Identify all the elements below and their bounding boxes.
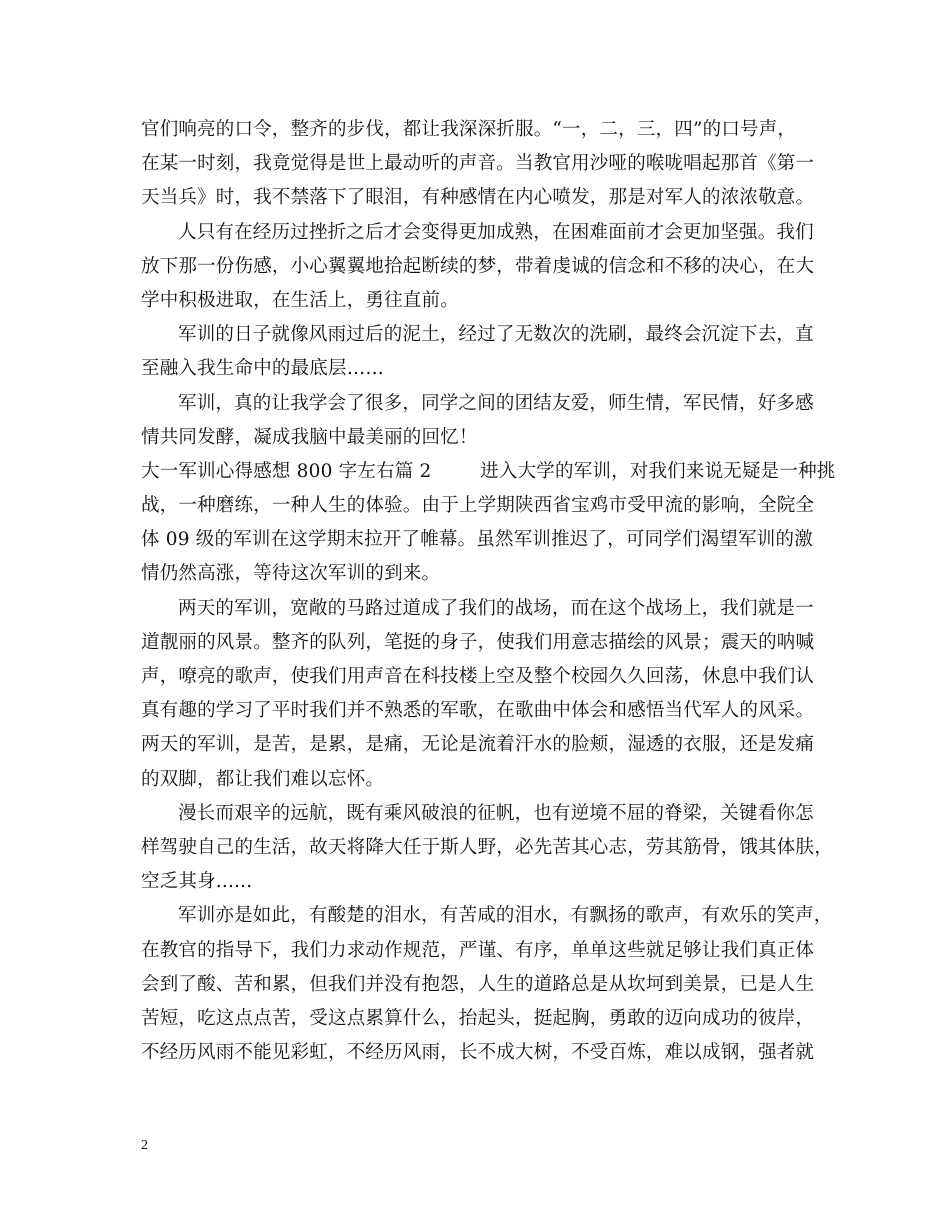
text-line: 人只有在经历过挫折之后才会变得更加成熟，在困难面前才会更加坚强。我们 <box>178 221 814 243</box>
text-line: 样驾驶自己的生活，故天将降大任于斯人野，必先苦其心志，劳其筋骨，饿其体肤， <box>141 836 833 858</box>
page-number: 2 <box>141 1138 148 1153</box>
text-line: 体 09 级的军训在这学期末拉开了帷幕。虽然军训推迟了，可同学们渴望军训的激 <box>141 529 813 551</box>
text-line: 官们响亮的口令，整齐的步伐，都让我深深折服。“一，二，三，四”的口号声， <box>141 119 797 140</box>
text-line: 两天的军训，宽敞的马路过道成了我们的战场，而在这个战场上，我们就是一 <box>178 597 814 619</box>
text-line: 空乏其身...... <box>141 871 253 893</box>
text-line: 军训亦是如此，有酸楚的泪水，有苦咸的泪水，有飘扬的歌声，有欢乐的笑声， <box>178 905 833 927</box>
text-line: 学中积极进取，在生活上，勇往直前。 <box>141 289 459 311</box>
text-line: 道靓丽的风景。整齐的队列，笔挺的身子，使我们用意志描绘的风景；震天的呐喊 <box>141 631 815 653</box>
text-line: 真有趣的学习了平时我们并不熟悉的军歌，在歌曲中体会和感悟当代军人的风采。 <box>141 700 815 722</box>
text-line: 声，嘹亮的歌声，使我们用声音在科技楼上空及整个校园久久回荡，休息中我们认 <box>141 666 815 687</box>
text-line: 漫长而艰辛的远航，既有乘风破浪的征帆，也有逆境不屈的脊梁，关键看你怎 <box>178 802 814 824</box>
text-line: 会到了酸、苦和累，但我们并没有抱怨，人生的道路总是从坎坷到美景，已是人生 <box>141 973 815 995</box>
text-line: 天当兵》时，我不禁落下了眼泪，有种感情在内心喷发，那是对军人的浓浓敬意。 <box>141 187 815 209</box>
text-line: 情仍然高涨，等待这次军训的到来。 <box>141 563 441 585</box>
text-line: 不经历风雨不能见彩虹，不经历风雨，长不成大树，不受百炼，难以成钢，强者就 <box>141 1042 815 1064</box>
text-line: 军训的日子就像风雨过后的泥土，经过了无数次的洗刷，最终会沉淀下去，直 <box>178 324 814 346</box>
text-line: 的双脚，都让我们难以忘怀。 <box>141 768 385 790</box>
text-line: 在教官的指导下，我们力求动作规范，严谨、有序，单单这些就足够让我们真正体 <box>141 939 815 961</box>
document-body <box>141 113 836 1070</box>
section-heading-line: 大一军训心得感想 800 字左右篇 2 进入大学的军训，对我们来说无疑是一种挑 <box>141 460 836 482</box>
text-line: 情共同发酵，凝成我脑中最美丽的回忆！ <box>141 426 478 448</box>
text-line: 战，一种磨练，一种人生的体验。由于上学期陕西省宝鸡市受甲流的影响，全院全 <box>141 495 815 517</box>
text-line: 两天的军训，是苦，是累，是痛，无论是流着汗水的脸颊，湿透的衣服，还是发痛 <box>141 734 815 756</box>
text-line: 至融入我生命中的最底层…… <box>141 358 385 380</box>
text-line: 军训，真的让我学会了很多，同学之间的团结友爱，师生情，军民情，好多感 <box>178 392 814 414</box>
text-line: 在某一时刻，我竟觉得是世上最动听的声音。当教官用沙哑的喉咙唱起那首《第一 <box>141 153 815 175</box>
text-line: 放下那一份伤感，小心翼翼地拾起断续的梦，带着虔诚的信念和不移的决心，在大 <box>141 255 815 277</box>
text-line: 苦短，吃这点点苦，受这点累算什么，抬起头，挺起胸，勇敢的迈向成功的彼岸， <box>141 1007 815 1029</box>
